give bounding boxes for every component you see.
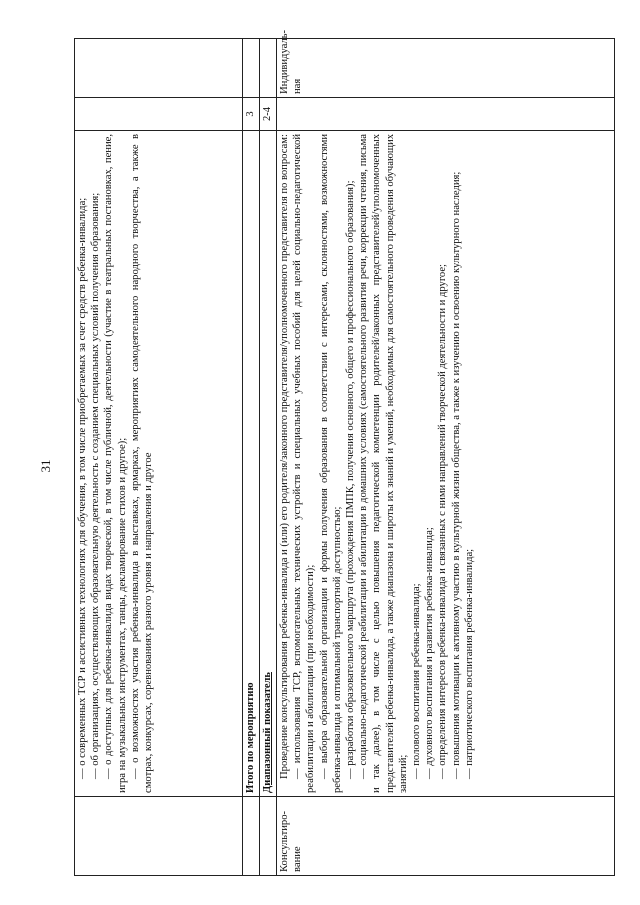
list-item: — социально-педагогической реабилитации и абилитации в домашних условиях (самостоятельного развития речи, коррекции чтения, письма и так далее), в том числе с целью повышения педагогической компетенции родителей/законных представителей/уполномоченных представителей ребенка-инвалида, а также диапазона и широты их знаний и умений, необходимых для самостоятельного проведения обучающих занятий; <box>358 134 409 793</box>
list-item: — об организациях, осуществляющих образовательную деятельность с созданием специальных условий получения образования; <box>90 192 102 779</box>
page-number: 31 <box>38 459 53 473</box>
table-row-total <box>243 39 260 876</box>
list-item: — о доступных для ребенка-инвалида видах творческой, в том числе публичной, деятельности (участие в театральных постановках, пение, игра на музыкальных инструментах, танцы, декламирование стихов и другое); <box>103 134 128 793</box>
list-item: — определения интересов ребенка-инвалида и связанных с ними направлений творческой деятельности и другое; <box>437 264 449 779</box>
cell-content <box>277 131 615 797</box>
cell-form <box>75 39 243 98</box>
list-item: — патриотического воспитания ребенка-инвалида; <box>463 548 475 779</box>
list-item: — повышения мотивации к активному участию в культурной жизни общества, а также к изучению и освоению культурного наследия; <box>450 171 462 779</box>
services-table <box>74 29 615 876</box>
cell-service-name: Консультиро-вание <box>277 797 615 876</box>
list-item: — о возможностях участия ребенка-инвалида в выставках, ярмарках, мероприятиях самодеятельного народного творчества, а также в смотрах, конкурсах, соревнованиях разного уровня и направления и другое <box>129 134 155 793</box>
cell-empty <box>243 39 260 98</box>
table-row-range <box>260 39 277 876</box>
total-label: Итого по мероприятию <box>243 131 260 797</box>
table-row-info <box>75 39 243 876</box>
cell-service-name <box>75 797 243 876</box>
cell-count <box>277 98 615 131</box>
cell-count <box>75 98 243 131</box>
list-item: — выбора образовательной организации и формы получения образования в соответствии с интересами, склонностями, возможностями ребенка-инвалида и оптимальной транспортной доступностью; <box>318 134 343 793</box>
list-item: — использования ТСР, вспомогательных технических устройств и специальных учебных пособий для целей социально-педагогической реабилитации и абилитации (при необходимости); <box>292 134 317 793</box>
list-item: — полового воспитания ребенка-инвалида; <box>411 583 423 779</box>
total-value: 3 <box>243 98 260 131</box>
cell-empty <box>260 797 277 876</box>
cell-empty <box>243 797 260 876</box>
range-value: 2-4 <box>260 98 277 131</box>
list-item: — духовного воспитания и развития ребенка-инвалида; <box>424 527 436 779</box>
cell-empty <box>260 39 277 98</box>
range-label: Диапазонный показатель <box>260 131 277 797</box>
rotated-table-wrapper <box>74 29 615 876</box>
list-item: — разработки образовательного маршрута (прохождения ПМПК, получения основного, общего и профессионального образования); <box>345 180 357 779</box>
table-row-consult <box>277 39 615 876</box>
cell-form: Индивидуаль-ная <box>277 39 615 98</box>
cell-content <box>75 131 243 797</box>
list-item: — о современных ТСР и ассистивных технологиях для обучения, в том числе приобретаемых за счет средств ребенка-инвалида; <box>77 197 88 779</box>
consult-intro: Проведение консультирования ребенка-инвалида и (или) его родителя/законного представителя/уполномоченного представителя по вопросам: <box>279 134 290 779</box>
